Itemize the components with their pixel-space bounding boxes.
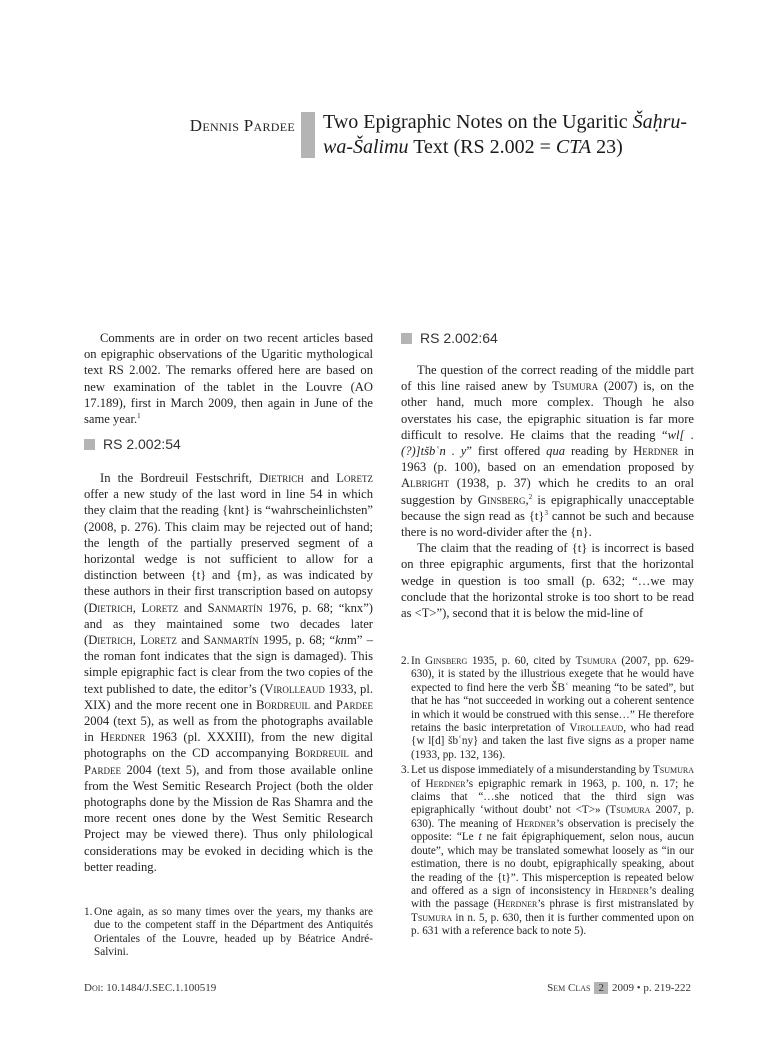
section-54-paragraph: In the Bordreuil Festschrift, Dietrich and Loretz offer a new study of the last word in line 54 in which they claim that the reading {knt} is “wahrscheinlichsten” (2008, p. 276). This claim may be rejected out of hand; the length of the partially preserved segment of a horizontal wedge is not sufficient to allow for a distinction between {t} and {m}, as was indicated by these authors in their first transcription based on autopsy (Dietrich, Loretz and Sanmartín 1976, p. 68; “knx”) and as they maintained some two decades later (Dietrich, Loretz and Sanmartín 1995, p. 68; “knm” – the roman font indicates that the sign is damaged). This simple epigraphic fact is clear from the two copies of the text published to date, the editor’s (Virolleaud 1933, pl. XIX) and the more recent one in Bordreuil and Pardee 2004 (text 5), as well as from the photographs available in Herdner 1963 (pl. XXXIII), from the new digital photographs on the CD accompanying Bordreuil and Pardee 2004 (text 5), and from those available online from the West Semitic Research Project (both the older photographs done by the Mission de Ras Shamra and the more recent ones done by the West Semitic Research Project may be viewed there). Thus only philological considerations may be evoked in deciding which is the better reading.: [84, 471, 374, 874]
section-heading-64: RS 2.002:64: [401, 330, 498, 346]
footnote-1: 1. One again, as so many times over the years, my thanks are due to the competent staff in the Départment des Antiquités Orientales of the Louvre, headed up by Béatrice André-Salvini.: [84, 906, 373, 959]
section-marker-icon: [84, 439, 95, 450]
footnote-3: 3. Let us dispose immediately of a misunderstanding by Tsumura of Herdner’s epigraphic remark in 1963, p. 100, n. 17; he claims that “…she noticed that the third sign was epigraphically ‘without doubt’ not <T>» (Tsumura 2007, p. 630). The meaning of Herdner’s observation is precisely the opposite: “Le t ne fait épigraphiquement, selon nous, aucun doute”, which may be translated somewhat loosely as “in our estimation, there is no doubt, epigraphically speaking, about the reading of the {t}”. This misperception is repeated below and offered as a sign of inconsistency in Herdner’s dealing with the passage (Herdner’s phrase is first mistranslated by Tsumura in n. 5, p. 630, then it is further commented upon on p. 631 with a reference back to note 5).: [401, 764, 695, 938]
title-decor-bar: [301, 112, 315, 158]
footnotes-right: [401, 655, 694, 941]
section-heading-54: RS 2.002:54: [84, 436, 181, 452]
issue-number: 2: [594, 982, 608, 994]
author-name: Dennis Pardee: [189, 116, 295, 135]
section-64-paragraphs: The question of the correct reading of the middle part of this line raised anew by Tsumura (2007) is, on the other hand, much more complex. Though he also overstates his case, the epigraphic situation is far more difficult to resolve. He claims that the reading “wl[ .(?)]tšbʿn . y” first offered qua reading by Herdner in 1963 (p. 100), based on an emendation proposed by Albright (1938, p. 37) which he credits to an oral suggestion by Ginsberg,$^2$ is epigraphically unacceptable because the sign read as $\{t\}^3$ cannot be such and because there is no word-divider after the {n}. The claim that the reading of {t} is incorrect is based on three epigraphic arguments, first that the horizontal wedge in question is too small (p. 632; “…we may conclude that the horizontal stroke is too short to be read as <T>”), second that it is below the mid-line of: [401, 363, 695, 621]
journal-info: Sem Clas 2 2009 • p. 219-222: [547, 982, 691, 994]
intro-paragraph: Comments are in order on two recent articles based on epigraphic observations of the Ugaritic mythological text RS 2.002. The remarks offered here are based on new examination of the tablet in the Louvre (AO 17.189), first in March 2009, then again in June of the same year.$^1$: [84, 331, 373, 427]
article-title: Two Epigraphic Notes on the Ugaritic Šaḥru- wa-Šalimu Text (RS 2.002 = CTA 23): [323, 111, 688, 158]
footnote-2: 2. In Ginsberg 1935, p. 60, cited by Tsumura (2007, pp. 629-630), it is stated by the illustrious exegete that he would have expected to find here the verb ŠBʿ meaning “to be sated”, but that he has “not succeeded in working out a coherent sentence in which it would be construed with this sense…” He therefore retains the basic interpretation of Virolleaud, who had read {w l[d] šbʿny} and taken the last five signs as a proper name (1933, pp. 132, 136).: [401, 655, 695, 761]
section-marker-icon: [401, 333, 412, 344]
doi-line: Doi: 10.1484/J.SEC.1.100519: [84, 982, 217, 994]
